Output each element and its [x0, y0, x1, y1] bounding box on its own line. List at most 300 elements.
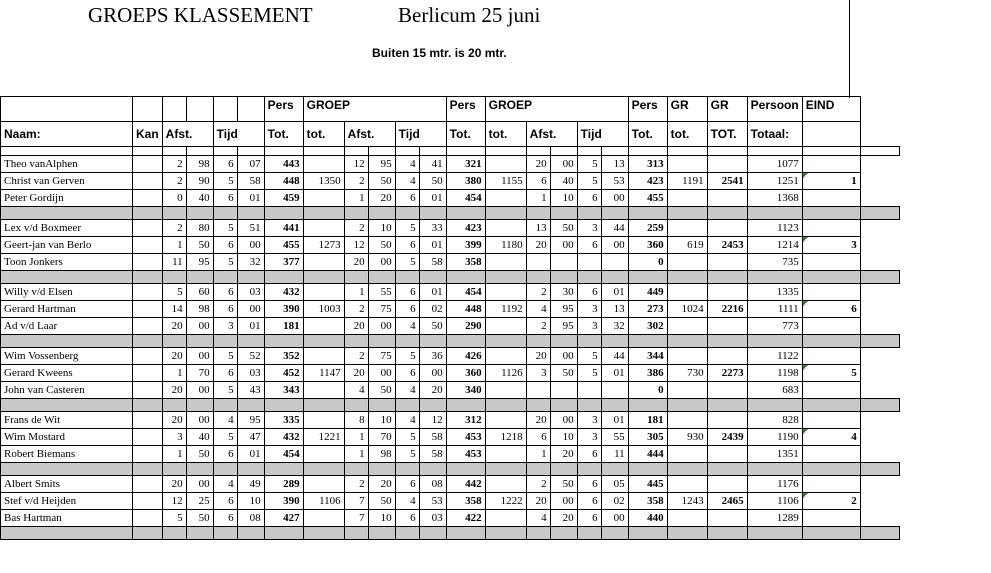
round3-value: 6: [577, 493, 601, 510]
round3-pers-total: 0: [628, 382, 667, 399]
round2-value: 20: [368, 476, 395, 493]
kan-cell: [133, 446, 163, 463]
col-tot-3: Tot.: [628, 122, 667, 147]
separator-cell: [344, 527, 368, 540]
persoon-totaal: 1251: [747, 173, 802, 190]
final-rank: [802, 446, 860, 463]
group-separator: [1, 207, 900, 220]
round3-value: 05: [601, 476, 628, 493]
round3-value: 20: [526, 348, 550, 365]
gr-total-value: [707, 412, 747, 429]
round1-pers-total: 390: [264, 301, 303, 318]
round2-group-total: 1222: [485, 493, 526, 510]
separator-cell: [667, 527, 707, 540]
separator-cell: [1, 335, 133, 348]
separator-cell: [860, 463, 899, 476]
col-gr-total: TOT.: [707, 122, 747, 147]
gr-total-value: [707, 190, 747, 207]
round2-value: 75: [368, 348, 395, 365]
round3-value: 32: [601, 318, 628, 335]
round2-value: 98: [368, 446, 395, 463]
gr-total-value: [707, 156, 747, 173]
persoon-totaal: 1077: [747, 156, 802, 173]
round1-value: 43: [237, 382, 264, 399]
round3-value: 20: [526, 156, 550, 173]
final-rank: 4: [802, 429, 860, 446]
gr-tot-value: [667, 254, 707, 271]
round1-value: 95: [237, 412, 264, 429]
round1-value: 14: [162, 301, 186, 318]
round2-group-total: 1126: [485, 365, 526, 382]
round2-value: 70: [368, 429, 395, 446]
separator-cell: [802, 463, 860, 476]
gr-total-value: [707, 220, 747, 237]
round3-value: 6: [577, 237, 601, 254]
round3-value: 2: [526, 318, 550, 335]
round3-pers-total: 444: [628, 446, 667, 463]
persoon-totaal: 773: [747, 318, 802, 335]
round1-value: 11: [162, 254, 186, 271]
separator-cell: [162, 271, 186, 284]
separator-cell: [601, 271, 628, 284]
round1-pers-total: 454: [264, 446, 303, 463]
round3-value: 6: [577, 284, 601, 301]
round1-group-total: [303, 348, 344, 365]
participant-name: Ad v/d Laar: [1, 318, 133, 335]
round2-value: 2: [344, 476, 368, 493]
round3-value: [577, 382, 601, 399]
round2-group-total: [485, 476, 526, 493]
kan-cell: [133, 476, 163, 493]
round1-value: 50: [186, 446, 213, 463]
spacer-row: [1, 147, 900, 156]
separator-cell: [303, 399, 344, 412]
final-rank: [802, 348, 860, 365]
separator-cell: [1, 399, 133, 412]
separator-cell: [303, 335, 344, 348]
round3-pers-total: 455: [628, 190, 667, 207]
participant-name: Gerard Hartman: [1, 301, 133, 318]
separator-cell: [213, 271, 237, 284]
round2-pers-total: 454: [446, 190, 485, 207]
round1-value: 6: [213, 284, 237, 301]
gr-tot-value: [667, 476, 707, 493]
round2-pers-total: 399: [446, 237, 485, 254]
round1-group-total: 1350: [303, 173, 344, 190]
gr-tot-value: [667, 190, 707, 207]
separator-cell: [802, 207, 860, 220]
participant-name: Albert Smits: [1, 476, 133, 493]
separator-cell: [237, 527, 264, 540]
round2-value: 12: [344, 156, 368, 173]
round1-value: 60: [186, 284, 213, 301]
separator-cell: [368, 271, 395, 284]
round3-pers-total: 440: [628, 510, 667, 527]
round1-value: 01: [237, 446, 264, 463]
round3-value: 5: [577, 173, 601, 190]
final-rank: [802, 510, 860, 527]
separator-cell: [707, 207, 747, 220]
round2-value: 4: [395, 382, 419, 399]
round3-value: 30: [550, 284, 577, 301]
round1-value: 80: [186, 220, 213, 237]
separator-cell: [1, 207, 133, 220]
round3-value: 00: [601, 510, 628, 527]
round3-value: 01: [601, 365, 628, 382]
round1-group-total: 1147: [303, 365, 344, 382]
round3-value: 20: [526, 237, 550, 254]
separator-cell: [419, 463, 446, 476]
round3-value: 3: [577, 429, 601, 446]
round3-value: 1: [526, 190, 550, 207]
round3-value: 00: [550, 412, 577, 429]
round1-group-total: [303, 412, 344, 429]
round1-value: 5: [213, 429, 237, 446]
round3-value: 44: [601, 220, 628, 237]
separator-cell: [446, 399, 485, 412]
final-rank: [802, 318, 860, 335]
round1-pers-total: 452: [264, 365, 303, 382]
separator-cell: [264, 335, 303, 348]
col-afst-1: Afst.: [162, 122, 213, 147]
round2-group-total: 1155: [485, 173, 526, 190]
round2-value: 2: [344, 220, 368, 237]
round2-value: 20: [419, 382, 446, 399]
round1-value: 50: [186, 237, 213, 254]
round1-group-total: [303, 476, 344, 493]
round3-value: [601, 254, 628, 271]
separator-cell: [368, 207, 395, 220]
round1-value: 5: [213, 348, 237, 365]
round1-value: 3: [162, 429, 186, 446]
separator-cell: [1, 271, 133, 284]
round1-value: 58: [237, 173, 264, 190]
final-rank: [802, 156, 860, 173]
round1-value: 03: [237, 284, 264, 301]
round1-value: 08: [237, 510, 264, 527]
gr-total-value: [707, 318, 747, 335]
separator-cell: [264, 463, 303, 476]
persoon-totaal: 1176: [747, 476, 802, 493]
separator-cell: [213, 399, 237, 412]
round2-value: 2: [344, 348, 368, 365]
table-row: [1, 173, 900, 190]
round2-value: 4: [395, 318, 419, 335]
separator-cell: [133, 335, 163, 348]
round2-value: 20: [344, 318, 368, 335]
round1-value: 07: [237, 156, 264, 173]
gr-tot-value: 1191: [667, 173, 707, 190]
round1-value: 5: [213, 173, 237, 190]
round2-group-total: [485, 382, 526, 399]
separator-cell: [133, 207, 163, 220]
round2-value: 5: [395, 254, 419, 271]
separator-cell: [802, 271, 860, 284]
table-row: [1, 476, 900, 493]
separator-cell: [162, 399, 186, 412]
round2-value: 53: [419, 493, 446, 510]
col-kan: Kan: [133, 122, 163, 147]
separator-cell: [802, 527, 860, 540]
round2-pers-total: 360: [446, 365, 485, 382]
round1-group-total: [303, 510, 344, 527]
round3-value: 3: [577, 301, 601, 318]
col-groep-1: GROEP: [303, 97, 446, 122]
separator-cell: [526, 207, 550, 220]
separator-cell: [303, 463, 344, 476]
round2-pers-total: 340: [446, 382, 485, 399]
separator-cell: [186, 207, 213, 220]
round3-value: 20: [526, 412, 550, 429]
round2-value: 2: [344, 173, 368, 190]
round3-pers-total: 423: [628, 173, 667, 190]
separator-cell: [186, 399, 213, 412]
final-rank: [802, 220, 860, 237]
round3-pers-total: 445: [628, 476, 667, 493]
round2-value: 1: [344, 284, 368, 301]
separator-cell: [237, 207, 264, 220]
round1-value: 00: [186, 476, 213, 493]
round3-pers-total: 344: [628, 348, 667, 365]
col-tot-2: Tot.: [446, 122, 485, 147]
separator-cell: [368, 463, 395, 476]
final-rank: 5: [802, 365, 860, 382]
round2-group-total: [485, 412, 526, 429]
round2-pers-total: 454: [446, 284, 485, 301]
separator-cell: [860, 399, 899, 412]
round2-value: 00: [368, 318, 395, 335]
separator-cell: [133, 271, 163, 284]
persoon-totaal: 683: [747, 382, 802, 399]
round3-value: 00: [550, 493, 577, 510]
separator-cell: [707, 399, 747, 412]
separator-cell: [860, 271, 899, 284]
final-rank: 1: [802, 173, 860, 190]
separator-cell: [601, 335, 628, 348]
separator-cell: [1, 463, 133, 476]
separator-cell: [802, 335, 860, 348]
separator-cell: [264, 527, 303, 540]
round1-value: 4: [213, 476, 237, 493]
gr-total-value: 2439: [707, 429, 747, 446]
final-rank: 6: [802, 301, 860, 318]
round2-value: 4: [344, 382, 368, 399]
separator-cell: [485, 463, 526, 476]
separator-cell: [368, 527, 395, 540]
round1-value: 00: [186, 348, 213, 365]
gr-total-value: [707, 254, 747, 271]
group-separator: [1, 335, 900, 348]
separator-cell: [747, 207, 802, 220]
separator-cell: [577, 399, 601, 412]
separator-cell: [213, 335, 237, 348]
separator-cell: [446, 271, 485, 284]
separator-cell: [628, 463, 667, 476]
participant-name: Frans de Wit: [1, 412, 133, 429]
kan-cell: [133, 318, 163, 335]
separator-cell: [213, 527, 237, 540]
round1-value: 6: [213, 510, 237, 527]
round3-value: 53: [601, 173, 628, 190]
round3-value: [550, 382, 577, 399]
separator-cell: [213, 207, 237, 220]
round2-value: 50: [419, 318, 446, 335]
round2-value: 01: [419, 190, 446, 207]
persoon-totaal: 1351: [747, 446, 802, 463]
participant-name: Robert Biemans: [1, 446, 133, 463]
round1-value: 01: [237, 318, 264, 335]
round3-value: 50: [550, 476, 577, 493]
separator-cell: [860, 335, 899, 348]
gr-total-value: [707, 348, 747, 365]
gr-tot-value: [667, 382, 707, 399]
kan-cell: [133, 365, 163, 382]
table-row: [1, 348, 900, 365]
table-row: [1, 190, 900, 207]
round2-value: 50: [368, 382, 395, 399]
round3-value: 00: [550, 348, 577, 365]
round1-value: 20: [162, 382, 186, 399]
round1-group-total: [303, 318, 344, 335]
round1-value: 52: [237, 348, 264, 365]
group-separator: [1, 463, 900, 476]
round3-value: 00: [550, 156, 577, 173]
round1-value: 51: [237, 220, 264, 237]
round2-value: 4: [395, 412, 419, 429]
round1-value: 70: [186, 365, 213, 382]
round2-value: 5: [395, 429, 419, 446]
round3-value: 11: [601, 446, 628, 463]
round1-group-total: [303, 446, 344, 463]
round3-value: 40: [550, 173, 577, 190]
round3-value: 4: [526, 510, 550, 527]
separator-cell: [667, 463, 707, 476]
round3-value: 5: [577, 348, 601, 365]
round1-pers-total: 443: [264, 156, 303, 173]
table-row: [1, 412, 900, 429]
round3-value: 20: [526, 493, 550, 510]
round1-value: 95: [186, 254, 213, 271]
round3-value: 01: [601, 284, 628, 301]
round2-value: 8: [344, 412, 368, 429]
round3-value: 95: [550, 318, 577, 335]
round1-value: 98: [186, 301, 213, 318]
round1-pers-total: 432: [264, 284, 303, 301]
gr-tot-value: [667, 446, 707, 463]
round2-value: 7: [344, 510, 368, 527]
round2-value: 6: [395, 476, 419, 493]
separator-cell: [667, 399, 707, 412]
separator-cell: [485, 207, 526, 220]
gr-total-value: 2453: [707, 237, 747, 254]
gr-total-value: [707, 476, 747, 493]
separator-cell: [485, 271, 526, 284]
separator-cell: [419, 271, 446, 284]
round2-value: 10: [368, 412, 395, 429]
gr-tot-value: 930: [667, 429, 707, 446]
separator-cell: [303, 527, 344, 540]
round2-value: 08: [419, 476, 446, 493]
round1-group-total: [303, 284, 344, 301]
round2-value: 4: [395, 493, 419, 510]
persoon-totaal: 1190: [747, 429, 802, 446]
separator-cell: [802, 399, 860, 412]
persoon-totaal: 1289: [747, 510, 802, 527]
separator-cell: [419, 207, 446, 220]
gr-total-value: 2216: [707, 301, 747, 318]
gr-tot-value: 619: [667, 237, 707, 254]
round1-group-total: [303, 220, 344, 237]
separator-cell: [526, 271, 550, 284]
round1-pers-total: 441: [264, 220, 303, 237]
round2-value: 50: [419, 173, 446, 190]
separator-cell: [395, 527, 419, 540]
round2-value: 1: [344, 190, 368, 207]
round2-value: 41: [419, 156, 446, 173]
round2-group-total: [485, 348, 526, 365]
table-row: [1, 365, 900, 382]
round2-pers-total: 358: [446, 493, 485, 510]
round3-pers-total: 386: [628, 365, 667, 382]
separator-cell: [419, 399, 446, 412]
separator-cell: [162, 335, 186, 348]
round1-pers-total: 448: [264, 173, 303, 190]
round3-value: 02: [601, 493, 628, 510]
col-gr-2: GR: [707, 97, 747, 122]
round3-value: 20: [550, 510, 577, 527]
gr-tot-value: 730: [667, 365, 707, 382]
gr-tot-value: [667, 220, 707, 237]
gr-tot-value: [667, 348, 707, 365]
persoon-totaal: 1111: [747, 301, 802, 318]
round1-value: 20: [162, 412, 186, 429]
round2-value: 6: [395, 510, 419, 527]
round2-value: 20: [368, 190, 395, 207]
round2-pers-total: 442: [446, 476, 485, 493]
round1-value: 6: [213, 190, 237, 207]
group-separator: [1, 527, 900, 540]
separator-cell: [303, 207, 344, 220]
round1-value: 1: [162, 446, 186, 463]
separator-cell: [344, 399, 368, 412]
round1-value: 25: [186, 493, 213, 510]
round3-value: 01: [601, 412, 628, 429]
kan-cell: [133, 220, 163, 237]
gr-total-value: 2465: [707, 493, 747, 510]
round2-value: 00: [368, 254, 395, 271]
persoon-totaal: 1368: [747, 190, 802, 207]
ranking-table: [0, 96, 900, 540]
round3-value: 20: [550, 446, 577, 463]
round3-value: 00: [601, 237, 628, 254]
separator-cell: [628, 527, 667, 540]
table-row: [1, 156, 900, 173]
round1-pers-total: 390: [264, 493, 303, 510]
kan-cell: [133, 284, 163, 301]
kan-cell: [133, 429, 163, 446]
round1-pers-total: 289: [264, 476, 303, 493]
gr-total-value: [707, 446, 747, 463]
round2-pers-total: 358: [446, 254, 485, 271]
persoon-totaal: 1106: [747, 493, 802, 510]
round2-value: 5: [395, 348, 419, 365]
col-tot-1: Tot.: [264, 122, 303, 147]
separator-cell: [344, 463, 368, 476]
participant-name: Gerard Kweens: [1, 365, 133, 382]
round3-value: 00: [550, 237, 577, 254]
separator-cell: [550, 463, 577, 476]
round3-pers-total: 449: [628, 284, 667, 301]
